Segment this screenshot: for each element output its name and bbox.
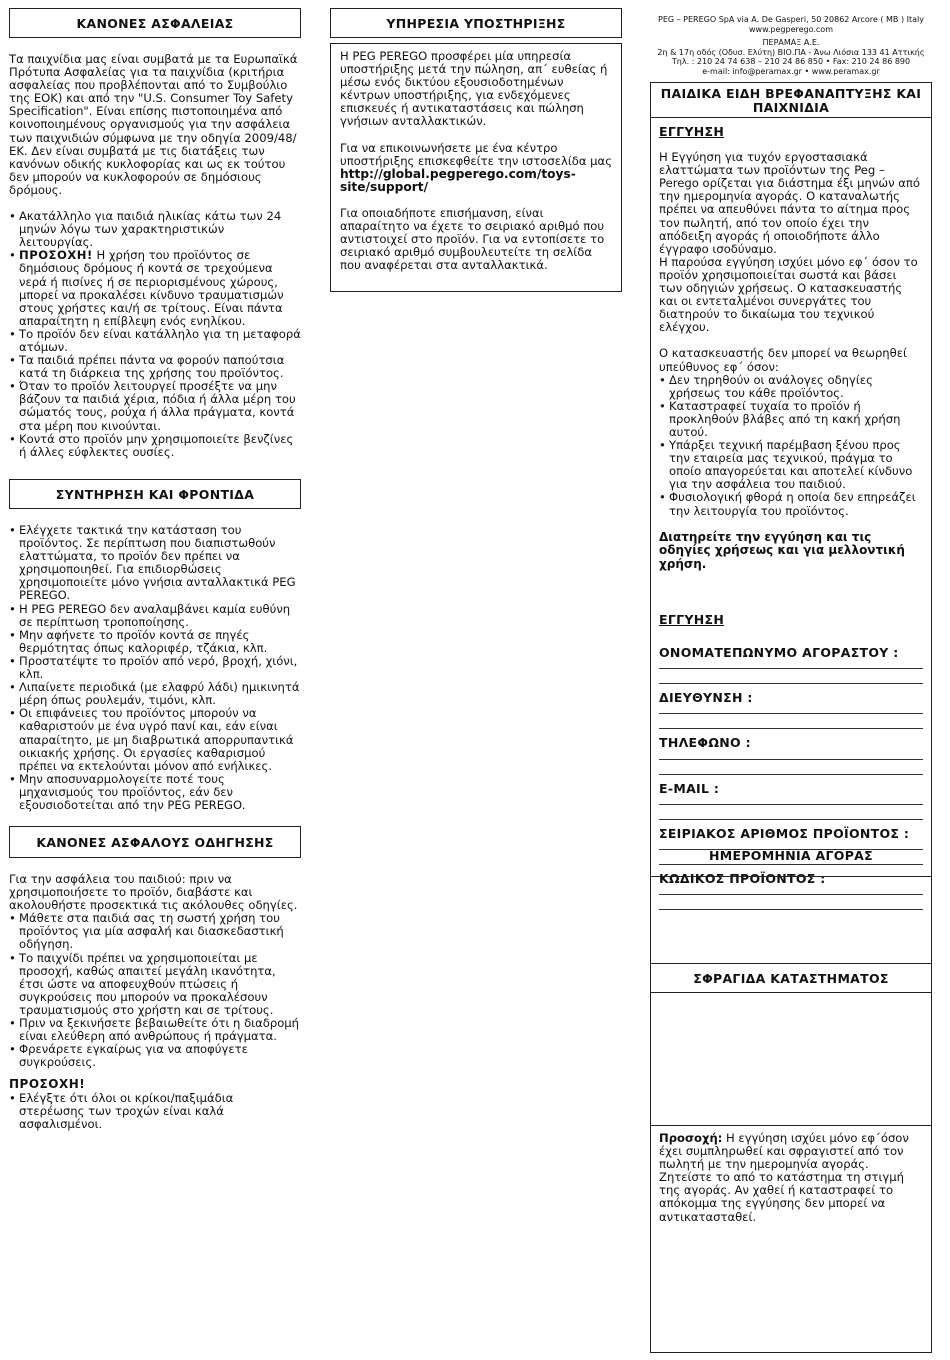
list-item: • Ελέγχετε τακτικά την κατάσταση του προϊόντος. Σε περίπτωση που διαπιστωθούν ελαττώματα, το προϊόν δεν πρέπει να χρησιμοποιηθεί. Για επιδιορθώσεις χρησιμοποιείτε μόνο γνήσια ανταλλακτικά PEG PEREGO. bbox=[9, 524, 301, 603]
warranty-exclusions-list bbox=[659, 374, 923, 518]
buyer-name-label: ΟΝΟΜΑΤΕΠΩΝΥΜΟ ΑΓΟΡΑΣΤΟΥ : bbox=[659, 645, 899, 661]
divider bbox=[659, 804, 923, 805]
support-paragraph: Για να επικοινωνήσετε με ένα κέντρο υποστήριξης επισκεφθείτε την ιστοσελίδα μας bbox=[340, 140, 613, 168]
safety-list bbox=[9, 210, 301, 459]
divider bbox=[659, 774, 923, 775]
divider bbox=[659, 728, 923, 729]
warranty-heading: ΕΓΓΥΗΣΗ bbox=[659, 124, 725, 139]
address-field[interactable] bbox=[659, 691, 923, 729]
list-item: • Υπάρξει τεχνική παρέμβαση ξένου προς την εταιρεία μας τεχνικού, πράγμα το οποίο απαγορεύεται και αποτελεί κίνδυνο για την ασφάλεια του παιδιού. bbox=[659, 439, 923, 491]
email-field[interactable] bbox=[659, 782, 923, 820]
company-website: www.pegperego.com bbox=[748, 24, 833, 34]
company-address: PEG – PEREGO SpA via A. De Gasperi, 50 20862 Arcore ( MB ) Italy bbox=[658, 15, 924, 24]
distributor-name: ΠΕΡΑΜΑΞ Α.Ε. bbox=[762, 38, 820, 47]
list-item: • Οι επιφάνειες του προϊόντος μπορούν να καθαριστούν με ένα υγρό πανί και, εάν είναι απαραίτητο, με μη διαβρωτικά απορρυπαντικά οικιακής χρήσης. Οι εργασίες καθαρισμού πρέπει να εκτελούνται μόνον από ενήλικες. bbox=[9, 707, 301, 772]
list-item: • Όταν το προϊόν λειτουργεί προσέξτε να μην βάζουν τα παιδιά χέρια, πόδια ή άλλα μέρη του σώματός τους, ρούχα ή άλλα πράγματα, κοντά στα μέρη που κινούνται. bbox=[9, 380, 301, 432]
safe-driving-list bbox=[9, 912, 301, 1069]
list-item: • Λιπαίνετε περιοδικά (με ελαφρύ λάδι) ημικινητά μέρη όπως ρουλεμάν, τιμόνι, κλπ. bbox=[9, 681, 301, 707]
warranty-main-title: ΠΑΙΔΙΚΑ ΕΙΔΗ ΒΡΕΦΑΝΑΠΤΥΞΗΣ ΚΑΙ ΠΑΙΧΝΙΔΙΑ bbox=[651, 83, 931, 118]
warranty-paragraph: Ο κατασκευαστής δεν μπορεί να θεωρηθεί υπεύθυνος εφ΄ όσον: bbox=[659, 346, 907, 374]
warranty-form-heading: ΕΓΓΥΗΣΗ bbox=[659, 612, 725, 628]
support-service-title: ΥΠΗΡΕΣΙΑ ΥΠΟΣΤΗΡΙΞΗΣ bbox=[330, 8, 622, 38]
column-middle bbox=[330, 8, 622, 292]
column-left bbox=[9, 8, 301, 459]
list-item: • Μην αφήνετε το προϊόν κοντά σε πηγές θερμότητας όπως καλοριφέρ, τζάκια, κλπ. bbox=[9, 629, 301, 655]
store-stamp-title: ΣΦΡΑΓΙΔΑ ΚΑΤΑΣΤΗΜΑΤΟΣ bbox=[650, 963, 932, 993]
phone-label: ΤΗΛΕΦΩΝΟ : bbox=[659, 735, 751, 751]
maintenance-section bbox=[9, 479, 301, 812]
serial-number-label: ΣΕΙΡΙΑΚΟΣ ΑΡΙΘΜΟΣ ΠΡΟΪΟΝΤΟΣ : bbox=[659, 825, 910, 841]
warranty-box bbox=[650, 82, 932, 886]
safety-intro: Τα παιχνίδια μας είναι συμβατά με τα Ευρωπαϊκά Πρότυπα Ασφαλείας για τα παιχνίδια (κριτήρια ασφαλείας που προβλέπονται από το Συμβούλιο της ΕΟΚ) και από την "U.S. Consumer Toy Safety Specification". Είναι επίσης πιστοποιημένα από κοινοποιημένους οργανισμούς για την ασφάλεια των παιχνιδιών σύμφωνα με την οδηγία 2009/48/ΕΚ. Δεν είναι συμβατά με τις διατάξεις των κανόνων οδικής κυκλοφορίας και ως εκ τούτου δεν μπορούν να κυκλοφορούν σε δημόσιους δρόμους. bbox=[9, 52, 298, 197]
purchase-date-box[interactable] bbox=[650, 876, 932, 964]
list-item: • Το παιχνίδι πρέπει να χρησιμοποιείται με προσοχή, καθώς απαιτεί μεγάλη ικανότητα, έτσι ώστε να αποφευχθούν πτώσεις ή συγκρούσεις που μπορούν να προκαλέσουν τραυματισμούς στο χρήστη και σε τρίτους. bbox=[9, 952, 301, 1017]
safe-driving-intro: Για την ασφάλεια του παιδιού: πριν να χρησιμοποιήσετε το προϊόν, διαβάστε και ακολουθήστε προσεκτικά τις ακόλουθες οδηγίες. bbox=[9, 872, 298, 913]
support-paragraph: Για οποιαδήποτε επισήμανση, είναι απαραίτητο να έχετε το σειριακό αριθμό που αντιστοιχεί στο προϊόν. Για να εντοπίσετε το σειριακό αριθμό συμβουλευτείτε τη σελίδα που αναφέρεται στα ανταλλακτικά. bbox=[340, 205, 605, 273]
product-code-label: ΚΩΔΙΚΟΣ ΠΡΟΪΟΝΤΟΣ : bbox=[659, 870, 826, 886]
distributor-phone: Τηλ. : 210 24 74 638 – 210 24 86 850 • Fax: 210 24 86 890 bbox=[671, 57, 911, 66]
support-service-box bbox=[330, 43, 622, 292]
list-item: • Ακατάλληλο για παιδιά ηλικίας κάτω των 24 μηνών λόγω των χαρακτηριστικών λειτουργίας. bbox=[9, 210, 301, 249]
email-label: E-MAIL : bbox=[659, 780, 720, 796]
safety-rules-title: ΚΑΝΟΝΕΣ ΑΣΦΑΛΕΙΑΣ bbox=[9, 8, 301, 38]
list-item: • Καταστραφεί τυχαία το προϊόν ή προκληθούν βλάβες από τη κακή χρήση αυτού. bbox=[659, 400, 923, 439]
safety-rules-body bbox=[9, 53, 301, 459]
distributor-email: e-mail: info@peramax.gr • www.peramax.gr bbox=[702, 66, 880, 76]
list-item: • Ελέγξτε ότι όλοι οι κρίκοι/παξιμάδια στερέωσης των τροχών είναι καλά ασφαλισμένοι. bbox=[9, 1092, 301, 1131]
warranty-paragraph: Η παρούσα εγγύηση ισχύει μόνο εφ΄ όσον το προϊόν χρησιμοποιείται σωστά και βάσει των οδηγιών χρήσεως. Ο κατασκευαστής και οι εντεταλμένοι συνεργάτες του διατηρούν το δικαίωμα του τεχνικού ελέγχου. bbox=[659, 254, 918, 335]
purchase-date-title: ΗΜΕΡΟΜΗΝΙΑ ΑΓΟΡΑΣ bbox=[708, 848, 873, 863]
divider bbox=[659, 683, 923, 684]
divider bbox=[659, 759, 923, 760]
safe-driving-body bbox=[9, 873, 301, 1131]
list-item: • Τα παιδιά πρέπει πάντα να φορούν παπούτσια κατά τη διάρκεια της χρήσης του προϊόντος. bbox=[9, 354, 301, 380]
attention-heading: ΠΡΟΣΟΧΗ! bbox=[9, 1077, 86, 1092]
list-item: • Η PEG PEREGO δεν αναλαμβάνει καμία ευθύνη σε περίπτωση τροποποίησης. bbox=[9, 603, 301, 629]
list-item: • Μην αποσυναρμολογείτε ποτέ τους μηχανισμούς του προϊόντος, εάν δεν εξουσιοδοτείται από την PEG PEREGO. bbox=[9, 773, 301, 812]
attention-list bbox=[9, 1092, 301, 1131]
distributor-address: 2η & 17η οδός (Οδυσ. Ελύτη) ΒΙΟ.ΠΑ - Άνω Λιόσια 133 41 Αττικής bbox=[657, 47, 925, 57]
warranty-body bbox=[651, 118, 931, 910]
company-header bbox=[650, 15, 932, 76]
list-item: • Φυσιολογική φθορά η οποία δεν επηρεάζει την λειτουργία του προϊόντος. bbox=[659, 491, 923, 517]
warranty-paragraph: Η Εγγύηση για τυχόν εργοστασιακά ελαττώματα των προϊόντων της Peg – Perego ορίζεται για διάστημα έξι μηνών από την ημερομηνία αγοράς. Ο καταναλωτής πρέπει να απευθύνει πάντα το αίτημα προς τον πωλητή, από τον οποίο έχει την απόδειξη αγοράς ή οποιοδήποτε άλλο έγγραφο ισοδύναμο. bbox=[659, 150, 920, 256]
list-item: • Προστατέψτε το προϊόν από νερό, βροχή, χιόνι, κλπ. bbox=[9, 655, 301, 681]
divider bbox=[659, 819, 923, 820]
list-item: • Πριν να ξεκινήσετε βεβαιωθείτε ότι η διαδρομή είναι ελεύθερη από ανθρώπους ή πράγματα. bbox=[9, 1017, 301, 1043]
list-item: • Το προϊόν δεν είναι κατάλληλο για τη μεταφορά ατόμων. bbox=[9, 328, 301, 354]
list-item: • Φρενάρετε εγκαίρως για να αποφύγετε συγκρούσεις. bbox=[9, 1043, 301, 1069]
maintenance-list bbox=[9, 524, 301, 812]
warranty-note-box bbox=[650, 1125, 932, 1353]
phone-field[interactable] bbox=[659, 736, 923, 774]
warranty-keep-note: Διατηρείτε την εγγύηση και τις οδηγίες χρήσεως και για μελλοντική χρήση. bbox=[659, 529, 905, 571]
address-label: ΔΙΕΥΘΥΝΣΗ : bbox=[659, 690, 753, 706]
maintenance-title: ΣΥΝΤΗΡΗΣΗ ΚΑΙ ΦΡΟΝΤΙΔΑ bbox=[9, 479, 301, 509]
list-item: • ΠΡΟΣΟΧΗ! Η χρήση του προϊόντος σε δημόσιους δρόμους ή κοντά σε τρεχούμενα νερά ή πισίνες ή σε περιορισμένους χώρους, μπορεί να προκαλέσει κίνδυνο τραυματισμών στους χρήστες και/ή σε τρίτους. Είναι πάντα απαραίτητη η επίβλεψη ενός ενηλίκου. bbox=[9, 249, 301, 328]
divider bbox=[659, 713, 923, 714]
list-item: • Κοντά στο προϊόν μην χρησιμοποιείτε βενζίνες ή άλλες εύφλεκτες ουσίες. bbox=[9, 433, 301, 459]
safe-driving-section bbox=[9, 826, 301, 1131]
warning-label: ΠΡΟΣΟΧΗ! bbox=[19, 248, 93, 263]
warranty-note: Προσοχή: Η εγγύηση ισχύει μόνο εφ΄όσον έχει συμπληρωθεί και σφραγιστεί από τον πωλητή με την ημερομηνία αγοράς. Ζητείστε το από το κατάστημα τη στιγμή της αγοράς. Αν χαθεί ή καταστραφεί το απόκομμα της εγγύησης δεν μπορεί να αντικατασταθεί. bbox=[659, 1131, 909, 1224]
list-item: • Δεν τηρηθούν οι ανάλογες οδηγίες χρήσεως του κάθε προϊόντος. bbox=[659, 374, 923, 400]
safe-driving-title: ΚΑΝΟΝΕΣ ΑΣΦΑΛΟΥΣ ΟΔΗΓΗΣΗΣ bbox=[9, 826, 301, 858]
note-label: Προσοχή: bbox=[659, 1131, 723, 1145]
support-paragraph: Η PEG PEREGO προσφέρει μία υπηρεσία υποστήριξης μετά την πώληση, απ΄ ευθείας ή μέσω ενός δικτύου εξουσιοδοτημένων κέντρων υποστήριξης, για ενδεχόμενες επισκευές ή αντικαταστάσεις και πώληση γνήσιων ανταλλακτικών. bbox=[340, 49, 608, 129]
buyer-name-field[interactable] bbox=[659, 646, 923, 684]
store-stamp-box bbox=[650, 992, 932, 1126]
list-item: • Μάθετε στα παιδιά σας τη σωστή χρήση του προϊόντος για μία ασφαλή και διασκεδαστική οδήγηση. bbox=[9, 912, 301, 951]
divider bbox=[659, 668, 923, 669]
support-link[interactable]: http://global.pegperego.com/toys-site/support/ bbox=[340, 166, 576, 194]
